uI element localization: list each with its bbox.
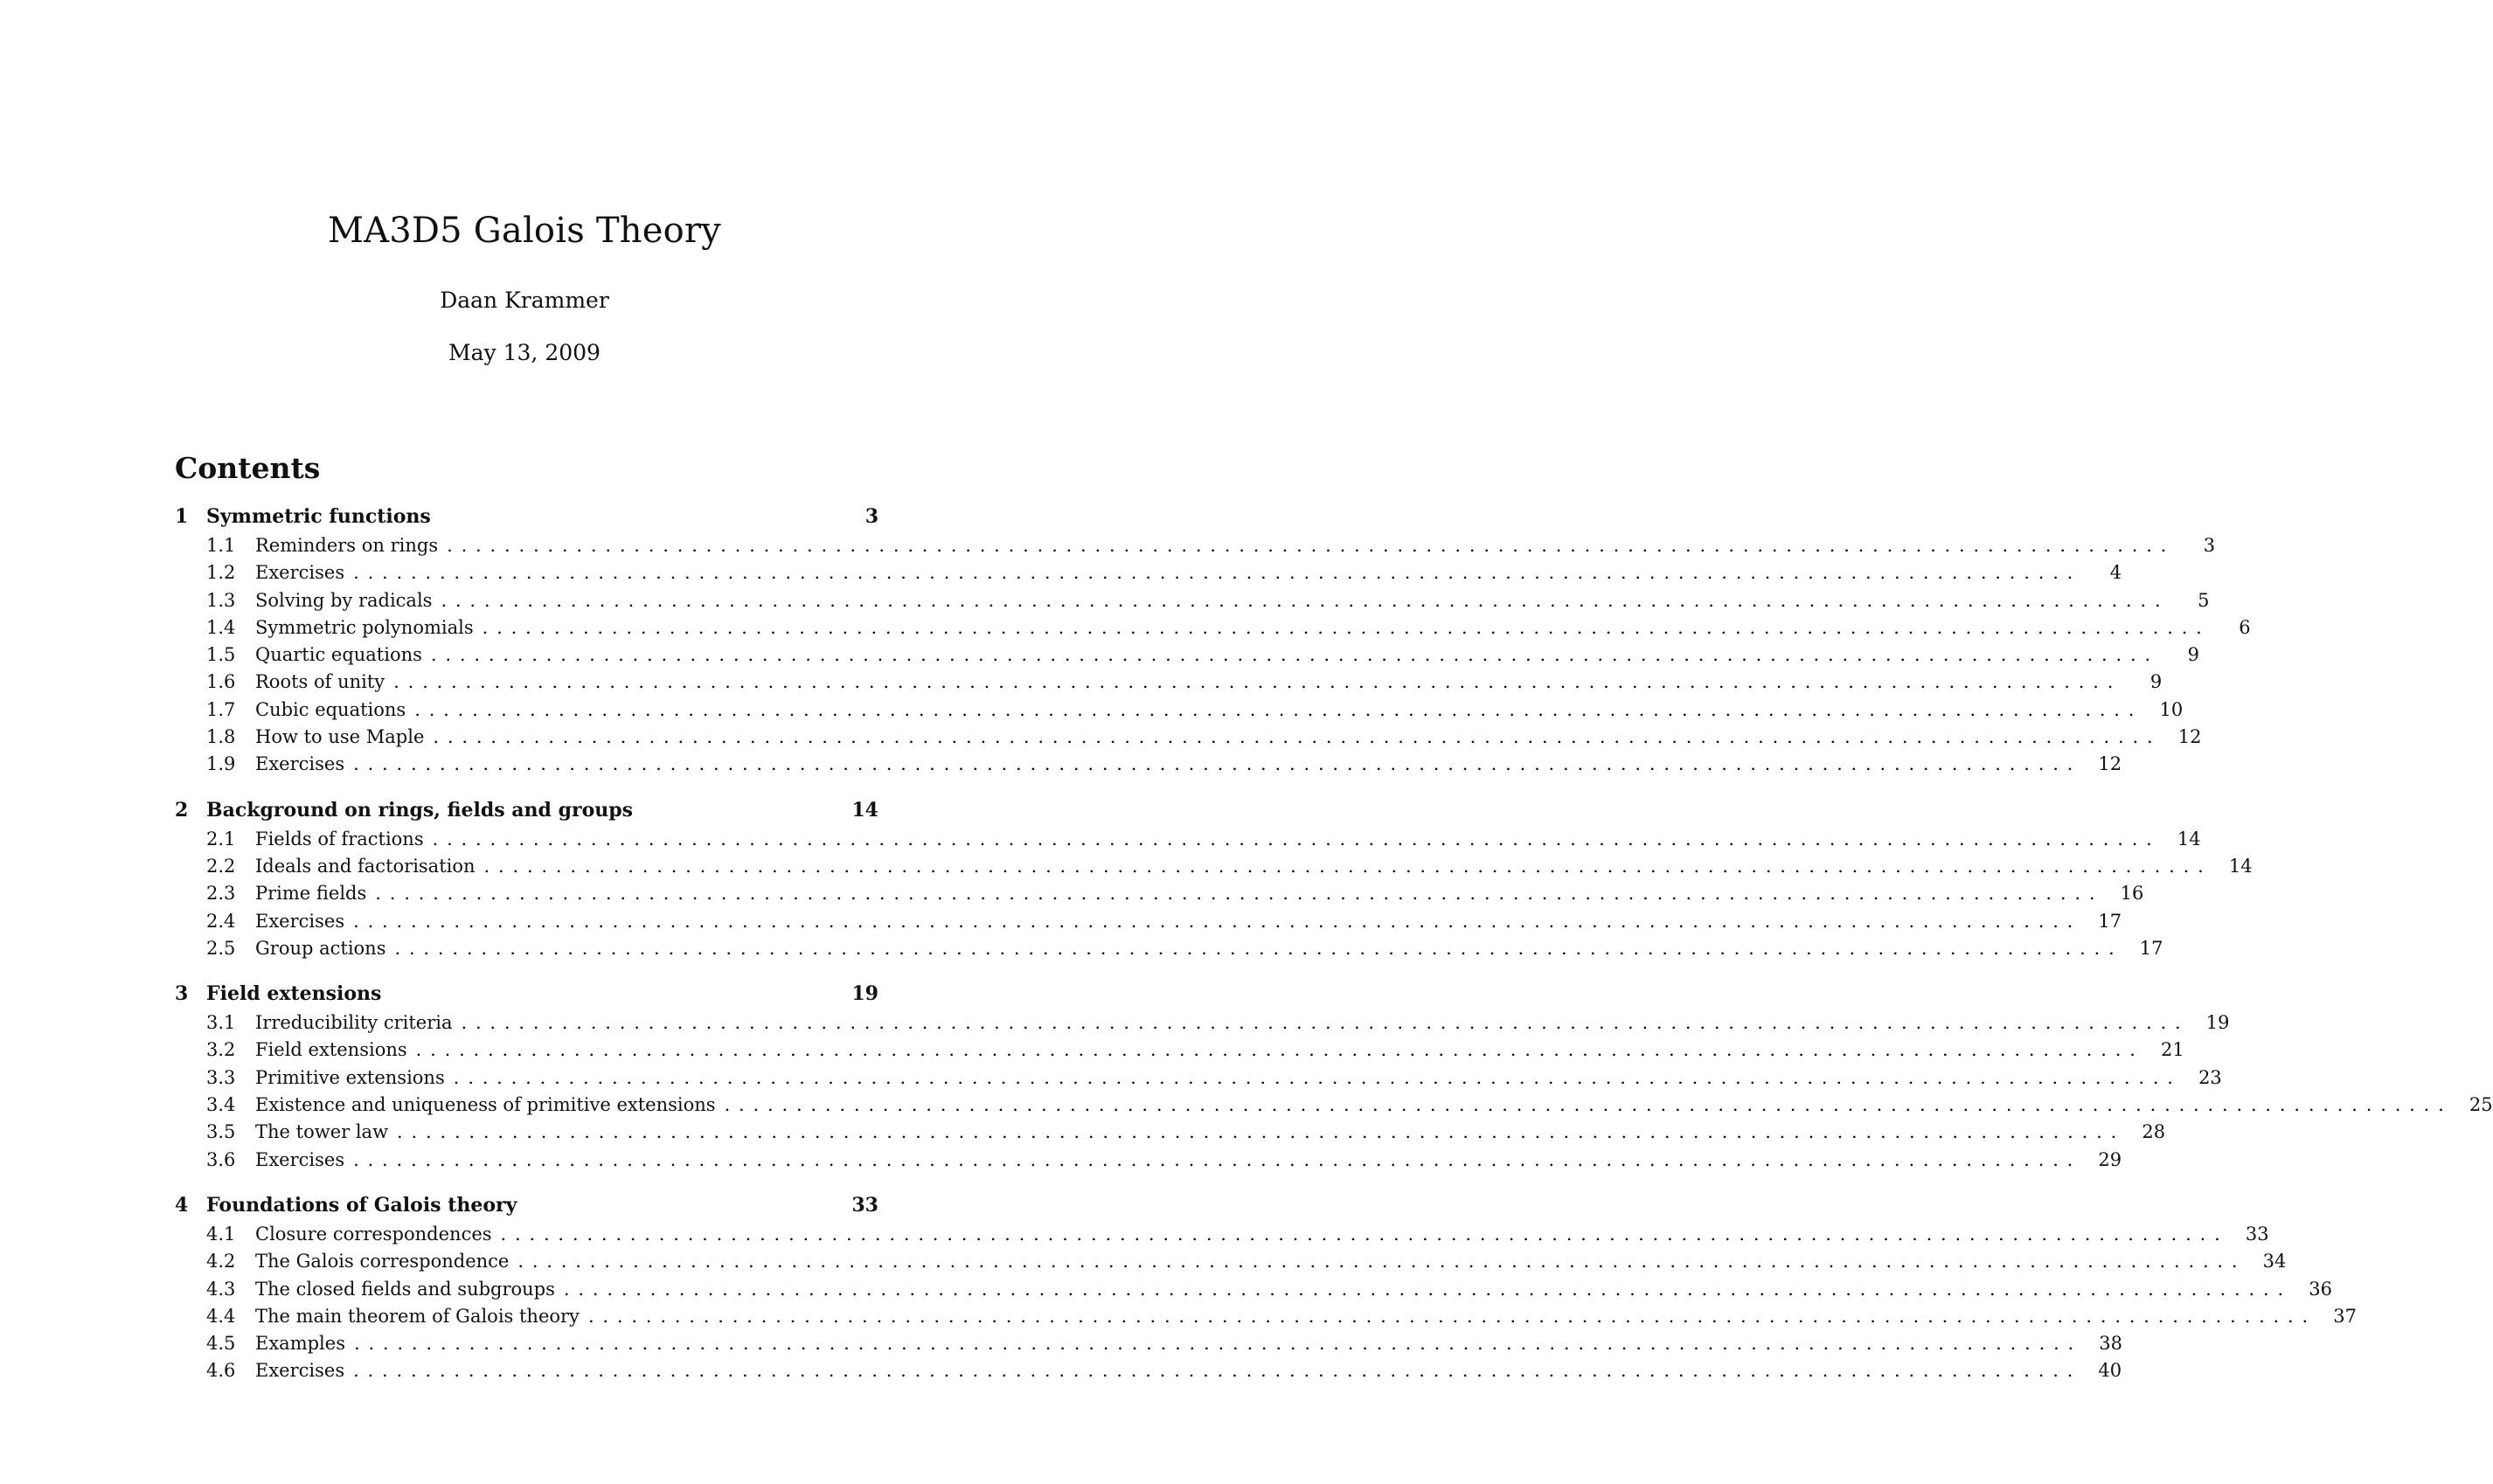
toc-section-title: Closure correspondences [255, 1223, 492, 1245]
toc-dot-leader: ........................................................................................................................ [393, 671, 2122, 693]
toc-section-page: 36 [2309, 1278, 2332, 1300]
toc-dot-leader: ........................................................................................................................ [482, 616, 2211, 638]
toc-section-page: 14 [2177, 828, 2201, 849]
toc-section-title: Examples [255, 1333, 345, 1355]
toc-dot-leader: ........................................................................................................................ [500, 1223, 2229, 1245]
toc-section-title: Roots of unity [255, 671, 385, 693]
document-title: MA3D5 Galois Theory [328, 211, 721, 251]
toc-section-entry[interactable] [175, 1066, 2222, 1094]
toc-section-page: 37 [2333, 1305, 2357, 1327]
toc-section-title: Exercises [255, 1360, 345, 1382]
toc-dot-leader: ........................................................................................................................ [397, 1121, 2126, 1143]
toc-section-entry[interactable] [175, 1012, 2230, 1039]
toc-section-title: Field extensions [255, 1039, 407, 1061]
toc-section-title: Prime fields [255, 883, 367, 905]
toc-section-entry[interactable] [175, 644, 2199, 671]
toc-chapter-entry[interactable] [175, 982, 878, 1012]
toc-section-number: 1.5 [206, 644, 236, 666]
toc-dot-leader: ........................................................................................................................ [724, 1094, 2453, 1116]
toc-section-number: 1.1 [206, 535, 236, 556]
toc-section-number: 4.3 [206, 1278, 236, 1300]
toc-section-entry[interactable] [175, 855, 2253, 883]
toc-chapter-group [175, 798, 2253, 965]
toc-section-title: Exercises [255, 753, 345, 775]
toc-section-entry[interactable] [175, 562, 2122, 589]
toc-dot-leader: ........................................................................................................................ [430, 644, 2159, 666]
toc-section-number: 2.5 [206, 937, 236, 959]
toc-section-number: 4.4 [206, 1305, 236, 1327]
toc-section-number: 3.1 [206, 1012, 236, 1034]
toc-dot-leader: ........................................................................................................................ [461, 1012, 2190, 1034]
toc-section-title: Quartic equations [255, 644, 422, 666]
toc-section-entry[interactable] [175, 1148, 2122, 1176]
toc-section-title: Irreducibility criteria [255, 1012, 453, 1034]
toc-section-page: 14 [2228, 855, 2253, 877]
toc-dot-leader: ........................................................................................................................ [432, 828, 2161, 849]
toc-section-page: 38 [2099, 1333, 2123, 1355]
toc-dot-leader: ........................................................................................................................ [517, 1251, 2246, 1272]
toc-section-page: 12 [2177, 726, 2202, 748]
toc-section-title: Fields of fractions [255, 828, 424, 849]
toc-chapter-entry[interactable] [175, 1194, 878, 1224]
toc-section-number: 1.9 [206, 753, 236, 775]
toc-dot-leader: ........................................................................................................................ [375, 883, 2104, 905]
toc-dot-leader: ........................................................................................................................ [353, 1360, 2082, 1382]
toc-section-title: Exercises [255, 910, 345, 932]
table-of-contents [175, 505, 2493, 1405]
toc-chapter-title: Foundations of Galois theory [206, 1193, 517, 1217]
toc-section-entry[interactable] [175, 1278, 2332, 1306]
toc-section-page: 21 [2160, 1039, 2184, 1061]
toc-section-number: 1.7 [206, 698, 236, 720]
toc-dot-leader: ........................................................................................................................ [353, 1148, 2082, 1170]
toc-section-entry[interactable] [175, 671, 2163, 698]
toc-section-title: Existence and uniqueness of primitive extensions [255, 1094, 716, 1116]
toc-chapter-page: 3 [865, 505, 878, 528]
document-author: Daan Krammer [440, 288, 609, 313]
toc-chapter-page: 19 [851, 982, 878, 1006]
toc-section-title: Primitive extensions [255, 1066, 445, 1088]
toc-section-entry[interactable] [175, 726, 2202, 753]
toc-section-entry[interactable] [175, 828, 2201, 856]
toc-section-entry[interactable] [175, 535, 2216, 562]
toc-section-title: The main theorem of Galois theory [255, 1305, 580, 1327]
document-date: May 13, 2009 [448, 340, 601, 365]
toc-chapter-group [175, 1193, 2357, 1388]
toc-section-entry[interactable] [175, 1360, 2122, 1387]
toc-section-entry[interactable] [175, 1305, 2357, 1333]
toc-section-title: Group actions [255, 937, 386, 959]
toc-section-number: 2.4 [206, 910, 236, 932]
toc-section-title: Reminders on rings [255, 535, 439, 556]
toc-section-number: 3.6 [206, 1148, 236, 1170]
toc-section-entry[interactable] [175, 589, 2210, 617]
toc-dot-leader: ........................................................................................................................ [353, 1333, 2083, 1355]
toc-section-number: 2.2 [206, 855, 236, 877]
toc-chapter-entry[interactable] [175, 799, 878, 829]
toc-chapter-title: Field extensions [206, 982, 382, 1006]
toc-section-number: 1.2 [206, 562, 236, 584]
toc-section-number: 1.6 [206, 671, 236, 693]
toc-chapter-title: Symmetric functions [206, 505, 431, 528]
toc-section-number: 1.8 [206, 726, 236, 748]
toc-section-title: Exercises [255, 1148, 345, 1170]
toc-chapter-group [175, 505, 2251, 781]
toc-section-page: 17 [2139, 937, 2163, 959]
toc-section-title: Exercises [255, 562, 345, 584]
toc-section-entry[interactable] [175, 1094, 2493, 1121]
toc-dot-leader: ........................................................................................................................ [447, 535, 2176, 556]
toc-section-title: How to use Maple [255, 726, 425, 748]
toc-section-page: 17 [2098, 910, 2122, 932]
toc-dot-leader: ........................................................................................................................ [414, 698, 2143, 720]
toc-chapter-number: 1 [175, 505, 189, 528]
toc-section-number: 3.3 [206, 1066, 236, 1088]
toc-dot-leader: ........................................................................................................................ [415, 1039, 2144, 1061]
toc-chapter-page: 33 [851, 1193, 878, 1217]
toc-section-page: 33 [2245, 1223, 2269, 1245]
toc-chapter-entry[interactable] [175, 505, 878, 535]
toc-section-entry[interactable] [175, 883, 2144, 910]
toc-section-page: 12 [2098, 753, 2122, 775]
toc-section-number: 3.4 [206, 1094, 236, 1116]
toc-section-entry[interactable] [175, 753, 2122, 780]
toc-section-title: Symmetric polynomials [255, 616, 474, 638]
toc-section-number: 4.1 [206, 1223, 236, 1245]
toc-section-number: 2.1 [206, 828, 236, 849]
toc-section-page: 19 [2205, 1012, 2230, 1034]
toc-section-number: 3.5 [206, 1121, 236, 1143]
toc-section-page: 16 [2120, 883, 2144, 905]
toc-section-title: Ideals and factorisation [255, 855, 476, 877]
toc-section-number: 1.3 [206, 589, 236, 611]
toc-section-number: 3.2 [206, 1039, 236, 1061]
toc-dot-leader: ........................................................................................................................ [563, 1278, 2292, 1300]
toc-section-title: Cubic equations [255, 698, 406, 720]
toc-chapter-title: Background on rings, fields and groups [206, 798, 634, 822]
toc-section-page: 40 [2098, 1360, 2122, 1382]
toc-dot-leader: ........................................................................................................................ [587, 1305, 2316, 1327]
toc-section-entry[interactable] [175, 937, 2163, 965]
toc-section-number: 2.3 [206, 883, 236, 905]
toc-section-page: 29 [2098, 1148, 2122, 1170]
toc-section-entry[interactable] [175, 1121, 2166, 1148]
toc-section-title: Solving by radicals [255, 589, 433, 611]
toc-section-entry[interactable] [175, 1333, 2123, 1360]
toc-dot-leader: ........................................................................................................................ [353, 562, 2082, 584]
toc-section-number: 1.4 [206, 616, 236, 638]
toc-section-entry[interactable] [175, 698, 2184, 726]
contents-heading: Contents [175, 451, 321, 485]
toc-section-page: 34 [2262, 1251, 2287, 1272]
toc-dot-leader: ........................................................................................................................ [483, 855, 2212, 877]
toc-section-page: 28 [2142, 1121, 2166, 1143]
toc-chapter-number: 4 [175, 1193, 189, 1217]
toc-chapter-number: 3 [175, 982, 189, 1006]
toc-section-number: 4.6 [206, 1360, 236, 1382]
toc-section-title: The Galois correspondence [255, 1251, 510, 1272]
toc-dot-leader: ........................................................................................................................ [353, 753, 2082, 775]
toc-section-entry[interactable] [175, 1223, 2269, 1251]
toc-section-page: 5 [2198, 589, 2210, 611]
toc-section-page: 3 [2203, 535, 2216, 556]
toc-section-entry[interactable] [175, 616, 2251, 644]
toc-section-title: The closed fields and subgroups [255, 1278, 555, 1300]
toc-section-page: 4 [2109, 562, 2122, 584]
toc-chapter-number: 2 [175, 798, 189, 822]
toc-section-page: 6 [2239, 616, 2251, 638]
toc-section-entry[interactable] [175, 910, 2122, 938]
toc-section-title: The tower law [255, 1121, 389, 1143]
toc-dot-leader: ........................................................................................................................ [394, 937, 2123, 959]
toc-dot-leader: ........................................................................................................................ [433, 726, 2162, 748]
toc-section-entry[interactable] [175, 1039, 2184, 1066]
toc-section-page: 25 [2469, 1094, 2493, 1116]
toc-dot-leader: ........................................................................................................................ [441, 589, 2170, 611]
toc-section-entry[interactable] [175, 1251, 2287, 1278]
toc-section-page: 10 [2159, 698, 2184, 720]
toc-section-page: 23 [2198, 1066, 2222, 1088]
toc-section-number: 4.2 [206, 1251, 236, 1272]
toc-section-page: 9 [2187, 644, 2199, 666]
toc-dot-leader: ........................................................................................................................ [453, 1066, 2182, 1088]
toc-chapter-page: 14 [851, 798, 878, 822]
toc-section-page: 9 [2149, 671, 2163, 693]
toc-dot-leader: ........................................................................................................................ [353, 910, 2082, 932]
toc-chapter-group [175, 982, 2493, 1176]
toc-section-number: 4.5 [206, 1333, 236, 1355]
